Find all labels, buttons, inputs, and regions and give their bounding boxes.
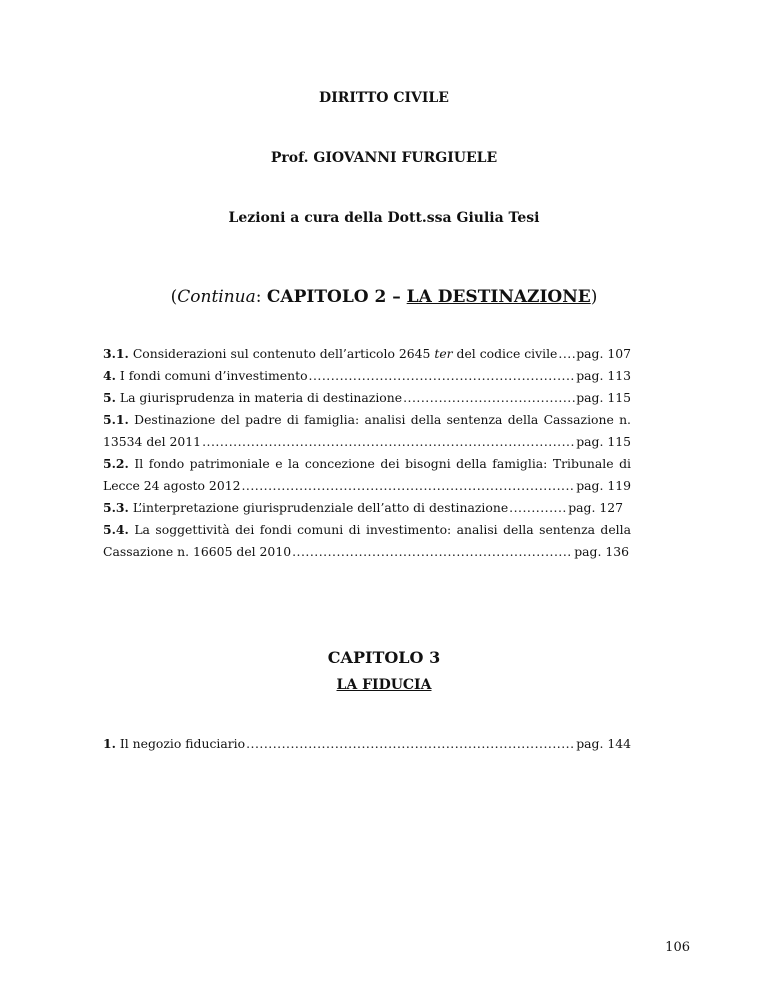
colon: :	[255, 287, 267, 307]
toc-entry-text-italic: ter	[434, 346, 453, 361]
toc-entry-page: pag. 115	[576, 390, 631, 405]
toc-entry-number: 5.4.	[103, 522, 129, 537]
toc-entry-text: La soggettività dei fondi comuni di investimento: analisi della sentenza della	[128, 522, 631, 537]
toc-entry-page: pag. 107	[576, 346, 631, 361]
continua-word: Continua	[177, 287, 256, 307]
toc-entry-number: 5.3.	[103, 500, 129, 515]
toc-leader-dots	[202, 431, 575, 453]
toc-entry-page: pag. 127	[568, 500, 623, 515]
toc-entry-second-line	[103, 431, 631, 453]
toc-entry-1[interactable]	[103, 733, 631, 755]
toc-entry-number: 4.	[103, 368, 116, 383]
toc-entry-first-line	[103, 453, 631, 475]
course-title: DIRITTO CIVILE	[319, 90, 449, 106]
toc-entry-page: pag. 144	[576, 736, 631, 751]
toc-entry-first-line	[103, 519, 631, 541]
chapter-3-title: LA FIDUCIA	[336, 677, 432, 693]
toc-leader-dots	[509, 497, 567, 519]
toc-entry-number: 5.1.	[103, 412, 129, 427]
toc-entry-text: I fondi comuni d’investimento	[115, 368, 308, 383]
toc-entry-text: Il negozio fiduciario	[115, 736, 246, 751]
toc-entry-text-cont: Lecce 24 agosto 2012	[103, 478, 241, 493]
toc-entry-text: Considerazioni sul contenuto dell’articolo 2645	[128, 346, 435, 361]
toc-entry-number: 3.1.	[103, 346, 129, 361]
toc-entry-page: pag. 119	[576, 478, 631, 493]
toc-leader-dots	[403, 387, 575, 409]
page-number: 106	[665, 940, 690, 955]
toc-leader-dots	[246, 733, 575, 755]
toc-entry-number: 1.	[103, 736, 116, 751]
toc-entry-5-4[interactable]	[103, 519, 631, 563]
toc-entry-number: 5.2.	[103, 456, 129, 471]
chapter-3-label: CAPITOLO 3	[327, 648, 441, 667]
toc-leader-dots	[558, 343, 575, 365]
toc-entry-text-end: del codice civile	[452, 346, 558, 361]
toc-chapter-2	[103, 343, 631, 563]
chapter-2-heading	[0, 287, 768, 307]
toc-leader-dots	[292, 541, 573, 563]
close-paren: )	[590, 287, 598, 307]
toc-entry-text: Il fondo patrimoniale e la concezione dei bisogni della famiglia: Tribunale di	[128, 456, 631, 471]
toc-entry-5[interactable]	[103, 387, 631, 409]
toc-entry-page: pag. 115	[576, 434, 631, 449]
toc-entry-page: pag. 136	[574, 544, 629, 559]
toc-entry-page: pag. 113	[576, 368, 631, 383]
toc-entry-second-line	[103, 475, 631, 497]
open-paren: (	[170, 287, 178, 307]
toc-chapter-3	[103, 733, 631, 755]
toc-entry-4[interactable]	[103, 365, 631, 387]
toc-entry-number: 5.	[103, 390, 116, 405]
toc-entry-text: La giurisprudenza in materia di destinazione	[115, 390, 403, 405]
chapter-2-title: LA DESTINAZIONE	[406, 287, 591, 307]
toc-entry-5-1[interactable]	[103, 409, 631, 453]
toc-entry-text: L’interpretazione giurisprudenziale dell’atto di destinazione	[128, 500, 509, 515]
toc-entry-5-3[interactable]	[103, 497, 631, 519]
toc-entry-text-cont: Cassazione n. 16605 del 2010	[103, 544, 292, 559]
toc-entry-3-1[interactable]	[103, 343, 631, 365]
toc-leader-dots	[241, 475, 575, 497]
toc-entry-text-cont: 13534 del 2011	[103, 434, 202, 449]
toc-entry-5-2[interactable]	[103, 453, 631, 497]
professor-name: Prof. GIOVANNI FURGIUELE	[270, 150, 498, 166]
lessons-credit: Lezioni a cura della Dott.ssa Giulia Tesi	[228, 210, 540, 226]
toc-leader-dots	[309, 365, 576, 387]
toc-entry-second-line	[103, 541, 631, 563]
toc-entry-text: Destinazione del padre di famiglia: analisi della sentenza della Cassazione n.	[128, 412, 631, 427]
chapter-2-label: CAPITOLO 2 –	[266, 287, 407, 307]
toc-entry-first-line	[103, 409, 631, 431]
